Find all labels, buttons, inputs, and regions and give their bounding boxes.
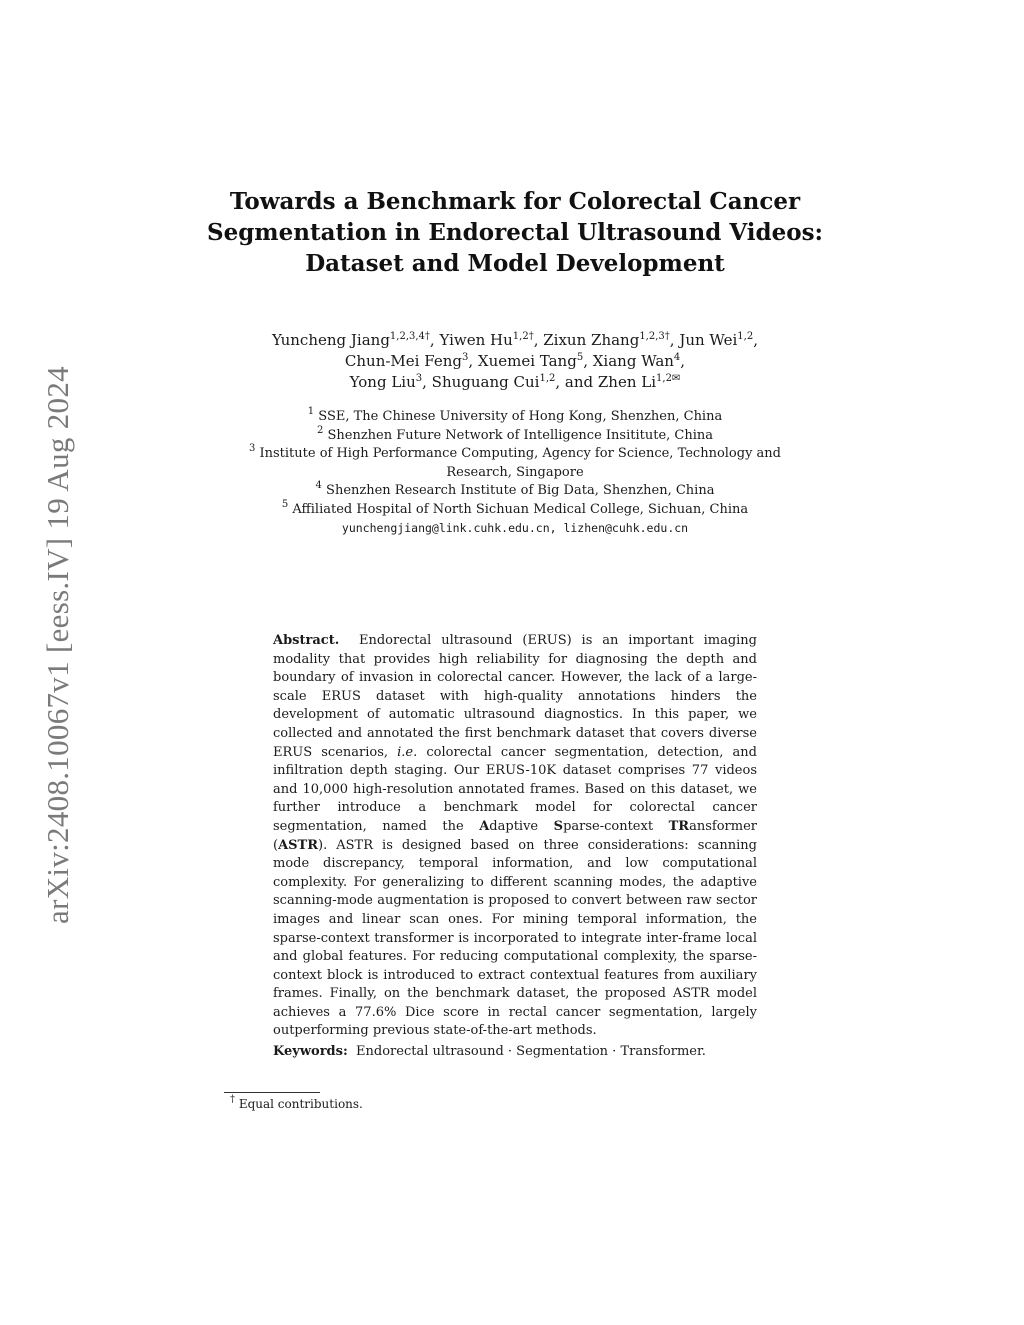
abstract-label: Abstract. [273,633,340,648]
affiliation: $^1$ SSE, The Chinese University of Hong Kong, Shenzhen, China [307,406,723,424]
author-name: Yuncheng Jiang [272,331,390,349]
author-name: Zhen Li [597,373,657,391]
author-name: Jun Wei [679,331,738,349]
arxiv-identifier: arXiv:2408.10067v1 [eess.IV] 19 Aug 2024 [40,366,75,924]
author-affiliation-marks: 1,2 [539,373,556,384]
affiliation-list [200,408,830,538]
affiliation: $^5$ Affiliated Hospital of North Sichuan Medical College, Sichuan, China [281,498,749,517]
author-affiliation-marks: 5 [576,352,584,363]
author-name: Yiwen Hu [439,331,513,349]
author-affiliation-marks: 1,2✉ [656,373,681,384]
author-affiliation-marks: 1,2,3,4† [389,331,430,342]
footnote [230,1096,363,1112]
abstract: Abstract. Endorectal ultrasound (ERUS) is an important imaging modality that provides high reliability for diagnosing the depth and boundary of invasion in colorectal cancer. However, the lack of a large-scale ERUS dataset with high-quality annotations hinders the development of automatic ultrasound diagnostics. In this paper, we collected and annotated the first benchmark dataset that covers diverse ERUS scenarios, i.e. colorectal cancer segmentation, detection, and infiltration depth staging. Our ERUS-10K dataset comprises 77 videos and 10,000 high-resolution annotated frames. Based on this dataset, we further introduce a benchmark model for colorectal cancer segmentation, named the Adaptive Sparse-context TRansformer (ASTR). ASTR is designed based on three considerations: scanning mode discrepancy, temporal information, and low computational complexity. For generalizing to different scanning modes, the adaptive scanning-mode augmentation is proposed to convert between raw sector images and linear scan ones. For mining temporal information, the sparse-context transformer is incorporated to integrate inter-frame local and global features. For reducing computational complexity, the sparse-context block is introduced to extract contextual features from auxiliary frames. Finally, on the benchmark dataset, the proposed ASTR model achieves a 77.6% Dice score in rectal cancer segmentation, largely outperforming previous state-of-the-art methods. [273,633,757,1039]
title-line: Towards a Benchmark for Colorectal Cancer [229,188,801,215]
footnote-mark: † [230,1094,235,1105]
affiliation: $^4$ Shenzhen Research Institute of Big Data, Shenzhen, China [315,480,715,498]
keywords-text: Endorectal ultrasound · Segmentation · Transformer. [356,1044,706,1059]
author-name: Xiang Wan [592,352,674,370]
affiliation: Research, Singapore [446,464,584,480]
keywords [273,1043,757,1061]
title-line: Dataset and Model Development [305,250,725,277]
paper-title [200,186,830,279]
keywords-label: Keywords: [273,1044,348,1059]
author-line: Yong Liu$^3$, Shuguang Cui$^{1,2}$, and Zhen $Li^{1,2✉}$ [349,373,681,391]
author-affiliation-marks: 3 [415,373,423,384]
affiliation: $^3$ Institute of High Performance Computing, Agency for Science, Technology and [248,443,782,461]
author-affiliation-marks: 1,2† [512,331,534,342]
footnote-text: Equal contributions. [238,1097,363,1111]
author-affiliation-marks: 3 [461,352,469,363]
author-line: Chun-Mei Feng$^3$, Xuemei Tang$^5$, Xiang Wan$^4$, [344,352,686,370]
author-affiliation-marks: 4 [673,352,681,363]
footnote-divider [224,1092,320,1093]
author-name: Yong Liu [349,373,416,391]
affiliation: $^2$ Shenzhen Future Network of Intelligence Insititute, China [316,424,714,443]
author-list [180,330,850,393]
author-affiliation-marks: 1,2 [737,331,754,342]
author-emails[interactable]: yunchengjiang@link.cuhk.edu.cn, lizhen@cuhk.edu.cn [341,521,689,535]
arxiv-sidebar [40,330,76,960]
author-name: Chun-Mei Feng [344,352,462,370]
author-affiliation-marks: 1,2,3† [639,331,670,342]
author-line: Yuncheng Jiang$^{1,2,3,4\dagger}$, Yiwen $Hu^{1,2\dagger}$, Zixun Zhang$^{1,2,3\dagger}$, Jun Wei$^{1,2}$, [272,331,758,349]
author-name: Zixun Zhang [543,331,640,349]
author-name: Xuemei Tang [477,352,577,370]
title-line: Segmentation in Endorectal Ultrasound Videos: [206,219,824,246]
author-name: Shuguang Cui [431,373,540,391]
